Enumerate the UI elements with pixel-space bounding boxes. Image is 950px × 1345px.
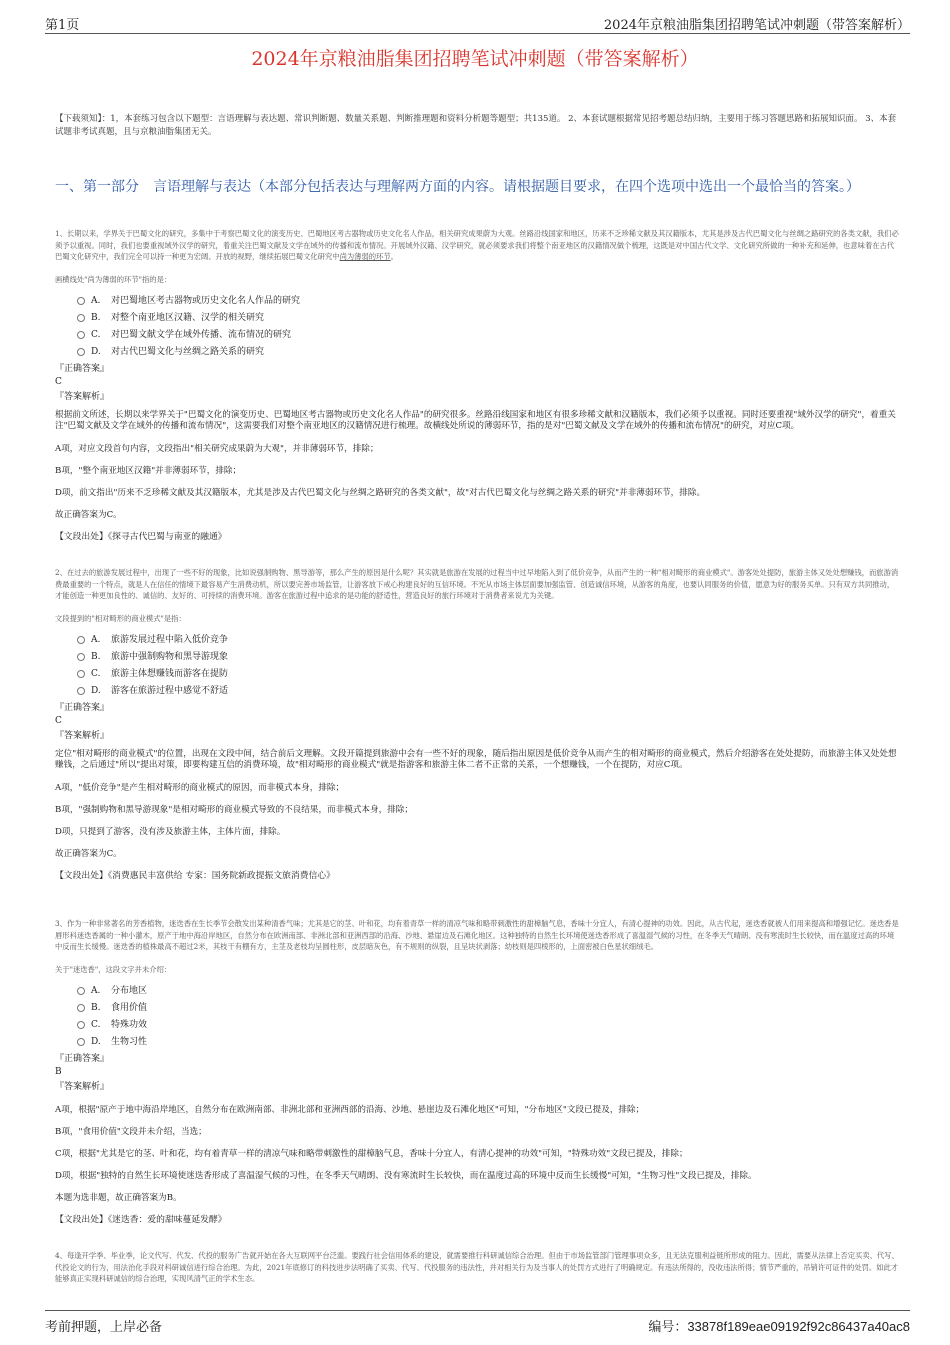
analysis-line: D项，根据"独特的自然生长环境使迷迭香形成了喜温湿气候的习性，在冬季天气晴朗、没有寒流时生长较快，而在温度过高的环境中反而生长缓慢"可知，"生物习性"文段已提及，排除。 [55,1170,757,1181]
question-1 [55,228,900,543]
analysis-line: D项，前文指出"历来不乏珍稀文献及其汉籍版本，尤其是涉及古代巴蜀文化与丝绸之路研究的各类文献"，故"对古代巴蜀文化与丝绸之路关系的研究"并非薄弱环节，排除。 [55,487,706,498]
option-a[interactable]: A. 对巴蜀地区考古器物或历史文化名人作品的研究 [77,293,900,310]
option-a[interactable]: A. 旅游发展过程中陷入低价竞争 [77,632,900,649]
option-d[interactable]: D. 游客在旅游过程中感觉不舒适 [77,683,900,700]
options-list [77,632,900,700]
footer-slogan: 考前押题，上岸必备 [45,1320,163,1335]
source-note: 【文段出处】《探寻古代巴蜀与南亚的融通》 [55,531,227,542]
radio-icon[interactable] [77,1004,85,1012]
option-b[interactable]: B. 对整个南亚地区汉籍、汉学的相关研究 [77,310,900,327]
options-list [77,983,900,1051]
radio-icon[interactable] [77,331,85,339]
download-notice: 【下载须知】：1，本套练习包含以下题型：言语理解与表达题、常识判断题、数量关系题、判断推理题和资料分析题等题型；共135道。 2、本套试题根据常见招考题总结归纳，主要用于练习答题思路和拓展知识面。 3、本套试题非考试真题，且与京粮油脂集团无关。 [55,114,897,137]
analysis-label: 『答案解析』 [55,730,110,741]
analysis-line: B项，"食用价值"文段并未介绍，当选； [55,1126,207,1137]
source-note: 【文段出处】《消费惠民丰富供给 专家：国务院新政提振文旅消费信心》 [55,870,335,881]
analysis-line: A项，对应文段首句内容，文段指出"相关研究成果蔚为大观"，并非薄弱环节，排除； [55,443,379,454]
option-c[interactable]: C. 对巴蜀文献文学在域外传播、流布情况的研究 [77,327,900,344]
correct-answer-label: 『正确答案』 [55,363,110,374]
source-note: 【文段出处】《迷迭香：爱的甜味蔓延发酵》 [55,1214,227,1225]
option-d[interactable]: D. 对古代巴蜀文化与丝绸之路关系的研究 [77,344,900,361]
question-4 [55,1250,900,1285]
question-2 [55,567,900,882]
option-c[interactable]: C. 特殊功效 [77,1017,900,1034]
radio-icon[interactable] [77,987,85,995]
header-doc-title: 2024年京粮油脂集团招聘笔试冲刺题（带答案解析） [603,18,910,33]
question-text: 3、作为一种非常著名的芳香植物，迷迭香在生长季节会散发出某种清香气味；尤其是它的茎、叶和花，均有着青草一样的清凉气味和略带刺激性的甜樟脑气息，香味十分宜人，有清心提神的功效。因此，从古代起，迷迭香就被人们用来提高和增强记忆。迷迭香是唇形科迷迭香属的一种小灌木，原产于地中海沿岸地区，自然分布在欧洲南部、非洲北部和亚洲西部的沿海、沙地、悬崖边及石滩化地区。这种独特的自然生长环境使迷迭香形成了喜温湿气候的习性，在冬季天气晴朗、没有寒流时生长较快，而在温度过高的环境中反而生长缓慢。迷迭香的植株最高不超过2米，其枝干有棚有方，主茎及老枝均呈圆柱形，皮层暗灰色，有不规则的纵裂，且呈块状剥落；幼枝则是四棱形的，上面密被白色星状细绒毛。 [55,919,899,951]
correct-answer: B [55,1066,62,1077]
question-text: 1、长期以来，学界关于巴蜀文化的研究，多集中于考察巴蜀文化的演变历史、巴蜀地区考古器物或历史文化名人作品，相关研究成果蔚为大观。丝路沿线国家和地区，历来不乏珍稀文献及其汉籍版本，尤其是涉及古代巴蜀文化与丝绸之路研究的各类文献，我们必须予以重视。同时，我们也要重视域外汉学的研究，着重关注巴蜀文献及文学在域外的传播和流布情况。开展域外汉籍、汉学研究，就必须要求我们将整个南亚地区的汉籍情况做个梳理，这既是对中国古代文学、文化研究所做的一种补充和延伸，也意味着在古代巴蜀文化研究中，我们完全可以持一种更为宏阔、开放的视野，继续拓展巴蜀文化研究中尚为薄弱的环节。 [55,229,899,261]
radio-icon[interactable] [77,314,85,322]
option-b[interactable]: B. 食用价值 [77,1000,900,1017]
option-b[interactable]: B. 旅游中强制购物和黑导游现象 [77,649,900,666]
option-a[interactable]: A. 分布地区 [77,983,900,1000]
question-prompt: 关于"迷迭香"，这段文字并未介绍： [55,964,172,974]
analysis-text: 根据前文所述，长期以来学界关于"巴蜀文化的演变历史、巴蜀地区考古器物或历史文化名人作品"的研究很多。丝路沿线国家和地区有很多珍稀文献和汉籍版本，我们必须予以重视。同时还要重视"域外汉学的研究"，着重关注"巴蜀文献及文学在域外的传播和流布情况"，这需要我们对整个南亚地区的汉籍情况进行梳理。故横线处所说的薄弱环节，指的是对"巴蜀文献及文学在域外的传播和流布情况"的研究，对应C项。 [55,409,896,431]
page-footer [45,1310,910,1334]
doc-code: 编号：33878f189eae09192f92c86437a40ac8 [648,1319,910,1335]
question-text: 2、在过去的旅游发展过程中，出现了一些不好的现象，比如说强制购物、黑导游等，那么产生的原因是什么呢？其实就是旅游在发展的过程当中过早地陷入到了低价竞争，从而产生的一种"相对畸形的商业模式"。游客处处提防，旅游主体又处处想赚钱，而旅游消费最重要的一个特点，就是人在信任的情境下最容易产生消费动机，所以要完善市场监管，让游客放下戒心构建良好的互信环境。不光从市场主体层面要加强监管、创造诚信环境，从游客的角度，也要认同服务的价值，愿意为好的服务买单。只有双方共同推动，才能创造一种更加良性的、诚信的、友好的、可持续的消费环境。游客在旅游过程中追求的是功能的舒适性，营造良好的旅行环境对于消费者来说尤为关键。 [55,568,899,600]
options-list [77,293,900,361]
analysis-label: 『答案解析』 [55,391,110,402]
analysis-text: 定位"相对畸形的商业模式"的位置，出现在文段中间，结合前后文理解。文段开篇提到旅游中会有一些不好的现象，随后指出原因是低价竞争从而产生的相对畸形的商业模式，然后介绍游客在处处提防，而旅游主体又处处想赚钱，之后通过"所以"提出对策，即要构建互信的消费环境，故"相对畸形的商业模式"就是指游客和旅游主体二者不正常的关系，一个想赚钱，一个在提防，对应C项。 [55,748,897,770]
question-prompt: 文段提到的"相对畸形的商业模式"是指： [55,613,186,623]
correct-answer-label: 『正确答案』 [55,702,110,713]
option-c[interactable]: C. 旅游主体想赚钱而游客在提防 [77,666,900,683]
radio-icon[interactable] [77,1038,85,1046]
analysis-line: B项，"整个南亚地区汉籍"并非薄弱环节，排除； [55,465,242,476]
radio-icon[interactable] [77,297,85,305]
question-text: 4、每逢开学季、毕业季，论文代写、代发、代投的服务广告就开始在各大互联网平台泛滥。要践行社会信用体系的建设，就需要推行科研诚信综合治理。但由于市场监管部门管理事项众多，且无法克服利益链所形成的阻力。因此，需要从法律上否定买卖、代写、代投论文的行为，用法治化手段对科研诚信进行综合治理。为此，2021年底修订的科技进步法明确了买卖、代写、代投服务的违法性，并对相关行为及当事人的处罚方式进行了明确规定。有违法所得的，没收违法所得；情节严重的，吊销许可证件的处罚。如此才能够真正实现科研诚信的综合治理，实现风清气正的学术生态。 [55,1251,899,1283]
correct-answer: C [55,715,62,726]
analysis-line: 故正确答案为C。 [55,848,122,859]
section-heading: 一、第一部分 言语理解与表达（本部分包括表达与理解两方面的内容。请根据题目要求，在四个选项中选出一个最恰当的答案。） [55,179,860,195]
radio-icon[interactable] [77,653,85,661]
radio-icon[interactable] [77,1021,85,1029]
radio-icon[interactable] [77,636,85,644]
option-d[interactable]: D. 生物习性 [77,1034,900,1051]
radio-icon[interactable] [77,670,85,678]
analysis-line: A项，"低价竞争"是产生相对畸形的商业模式的原因，而非模式本身，排除； [55,782,345,793]
page-header [45,12,910,34]
doc-title: 2024年京粮油脂集团招聘笔试冲刺题（带答案解析） [251,48,699,70]
page-number: 第1页 [45,18,80,33]
analysis-line: C项，根据"尤其是它的茎、叶和花，均有着青草一样的清凉气味和略带刺激性的甜樟脑气息，香味十分宜人，有清心提神的功效"可知，"特殊功效"文段已提及，排除； [55,1148,688,1159]
analysis-line: D项，只提到了游客，没有涉及旅游主体，主体片面，排除。 [55,826,286,837]
analysis-line: 故正确答案为C。 [55,509,122,520]
correct-answer-label: 『正确答案』 [55,1053,110,1064]
correct-answer: C [55,376,62,387]
question-3 [55,918,900,1226]
analysis-line: A项，根据"原产于地中海沿岸地区，自然分布在欧洲南部、非洲北部和亚洲西部的沿海、沙地、悬崖边及石滩化地区"可知，"分布地区"文段已提及，排除； [55,1104,645,1115]
radio-icon[interactable] [77,348,85,356]
analysis-line: 本题为选非题，故正确答案为B。 [55,1192,182,1203]
analysis-line: B项，"强制购物和黑导游现象"是相对畸形的商业模式导致的不良结果，而非模式本身，排除； [55,804,413,815]
question-prompt: 画横线处"尚为薄弱的环节"指的是： [55,274,172,284]
underlined-phrase: 尚为薄弱的环节 [339,252,391,261]
analysis-label: 『答案解析』 [55,1081,110,1092]
radio-icon[interactable] [77,687,85,695]
